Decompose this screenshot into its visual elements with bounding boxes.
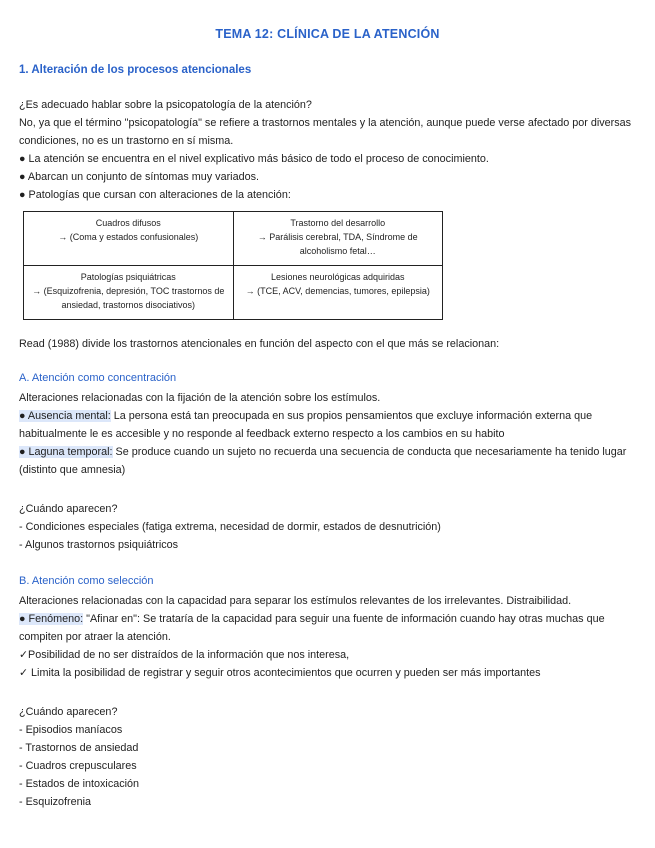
highlighted-term: ● Fenómeno: [19,613,84,625]
section-b-line: Alteraciones relacionadas con la capacidad para separar los estímulos relevantes de los irrelevantes. Distraibilidad. [19,595,572,607]
highlighted-term: ● Laguna temporal: [19,446,113,458]
list-item: - Esquizofrenia [19,796,92,808]
table-cell [24,212,234,266]
cell-title: Lesiones neurológicas adquiridas [270,272,405,282]
highlighted-term: ● Ausencia mental: [19,410,111,422]
bullet-item: ● Abarcan un conjunto de síntomas muy variados. [19,171,259,183]
bullet-item: ● La atención se encuentra en el nivel explicativo más básico de todo el proceso de conocimiento. [19,153,489,165]
section-a-when [19,500,637,554]
cell-body: → (TCE, ACV, demencias, tumores, epilepsia) [245,286,430,296]
section-1-heading: 1. Alteración de los procesos atencionales [19,64,252,76]
cell-title: Cuadros difusos [95,218,161,228]
section-a-heading: A. Atención como concentración [19,372,177,384]
table-cell [24,266,234,320]
when-question: ¿Cuándo aparecen? [19,503,118,515]
table-cell [233,212,443,266]
section-a-line: Alteraciones relacionadas con la fijación de la atención sobre los estímulos. [19,392,381,404]
section-1-intro [19,96,637,204]
cell-title: Patologías psiquiátricas [80,272,176,282]
laguna-temporal-item [19,443,637,479]
section-b-heading: B. Atención como selección [19,575,154,587]
cell-title: Trastorno del desarrollo [290,218,386,228]
table-row [24,212,443,266]
item-text: Se produce cuando un sujeto no recuerda una secuencia de conducta que necesariamente ha tenido lugar (distinto que amnesia) [19,446,627,476]
list-item: - Estados de intoxicación [19,778,140,790]
pathologies-table [23,211,443,320]
check-item: ✓Posibilidad de no ser distraídos de la información que nos interesa, [19,649,350,661]
list-item: - Algunos trastornos psiquiátricos [19,539,179,551]
table-row [24,266,443,320]
read-note: Read (1988) divide los trastornos atencionales en función del aspecto con el que más se relacionan: [19,338,500,350]
page-title: TEMA 12: CLÍNICA DE LA ATENCIÓN [215,27,440,41]
item-text: La persona está tan preocupada en sus propios pensamientos que excluye información externa que habitualmente le es accesible y no responde al feedback externo respecto a los cambios en su habito [19,410,593,440]
cell-body: → (Esquizofrenia, depresión, TOC trastornos de ansiedad, trastornos disociativos) [32,286,225,310]
when-question: ¿Cuándo aparecen? [19,706,118,718]
read-note-block [19,335,637,353]
list-item: - Cuadros crepusculares [19,760,137,772]
list-item: - Episodios maníacos [19,724,123,736]
fenomeno-item [19,610,637,646]
table-cell [233,266,443,320]
list-item: - Condiciones especiales (fatiga extrema, necesidad de dormir, estados de desnutrición) [19,521,441,533]
item-text: "Afinar en": Se trataría de la capacidad para seguir una fuente de información cuando hay otras muchas que compiten por atraer la atención. [19,613,605,643]
section-b-body [19,592,637,682]
bullet-item: ● Patologías que cursan con alteraciones de la atención: [19,189,291,201]
ausencia-mental-item [19,407,637,443]
intro-answer: No, ya que el término "psicopatología" se refiere a trastornos mentales y la atención, aunque puede verse afectado por diversas condiciones, no es un trastorno en sí misma. [19,117,632,147]
section-a-body [19,389,637,479]
list-item: - Trastornos de ansiedad [19,742,139,754]
cell-body: → Parálisis cerebral, TDA, Síndrome de alcoholismo fetal… [257,232,418,256]
cell-body: → (Coma y estados confusionales) [58,232,199,242]
check-item: ✓ Limita la posibilidad de registrar y seguir otros acontecimientos que ocurren y pueden ser más importantes [19,667,541,679]
intro-question: ¿Es adecuado hablar sobre la psicopatología de la atención? [19,99,312,111]
section-b-when [19,703,637,811]
